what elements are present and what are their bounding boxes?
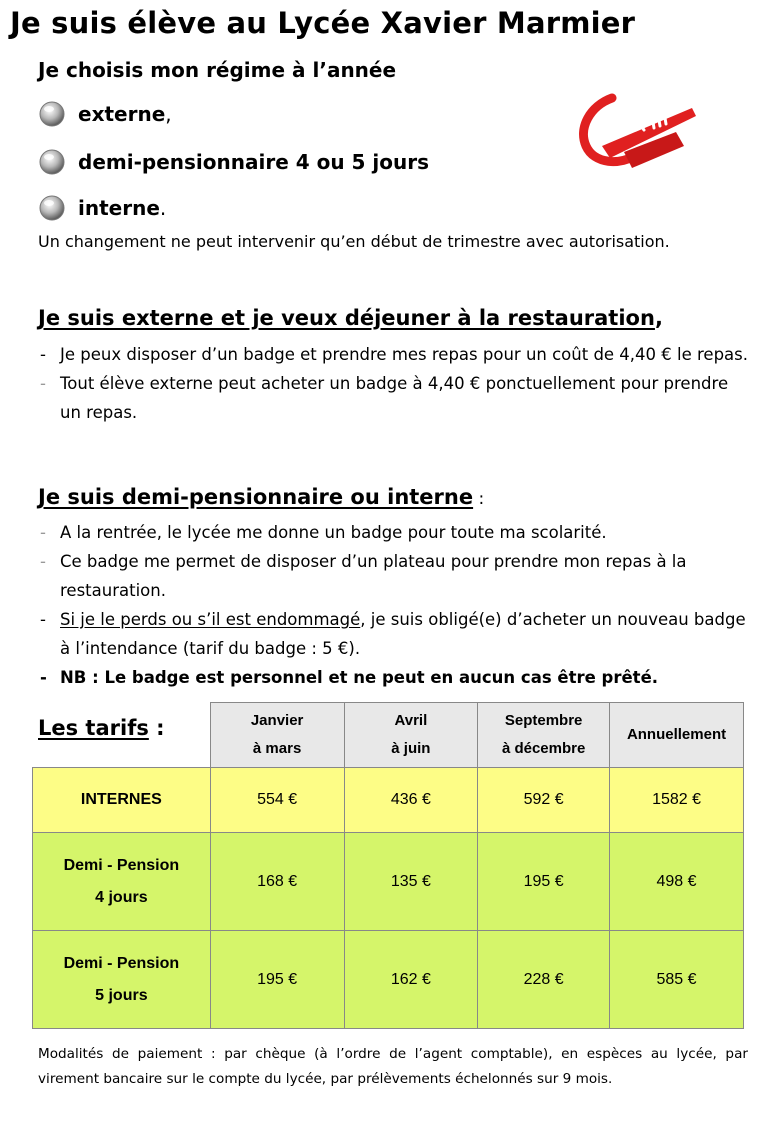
option-label: interne. bbox=[78, 196, 167, 220]
table-cell: 585 € bbox=[610, 931, 744, 1029]
option-interne[interactable] bbox=[38, 192, 166, 224]
table-cell: 1582 € bbox=[610, 768, 744, 833]
column-header: Annuellement bbox=[610, 703, 744, 768]
table-cell: 162 € bbox=[344, 931, 478, 1029]
regime-heading: Je choisis mon régime à l’année bbox=[38, 58, 397, 82]
option-label: demi-pensionnaire 4 ou 5 jours bbox=[78, 150, 430, 174]
list-item: - Ce badge me permet de disposer d’un plateau pour prendre mon repas à la restauration. bbox=[40, 552, 687, 600]
list-item-nb: - NB : Le badge est personnel et ne peut en aucun cas être prêté. bbox=[40, 668, 659, 687]
table-row bbox=[33, 768, 744, 833]
row-label: Demi - Pension 4 jours bbox=[33, 833, 211, 931]
list-item: - A la rentrée, le lycée me donne un badge pour toute ma scolarité. bbox=[40, 523, 607, 542]
row-label: Demi - Pension 5 jours bbox=[33, 931, 211, 1029]
demi-list bbox=[38, 518, 752, 692]
page-title: Je suis élève au Lycée Xavier Marmier bbox=[10, 6, 636, 40]
column-header: Janvier à mars bbox=[210, 703, 344, 768]
table-row bbox=[33, 833, 744, 931]
table-cell: 228 € bbox=[478, 931, 610, 1029]
table-header-row bbox=[33, 703, 744, 768]
row-label: INTERNES bbox=[33, 768, 211, 833]
table-row bbox=[33, 931, 744, 1029]
table-cell: 168 € bbox=[210, 833, 344, 931]
underlined-text: Si je le perds ou s’il est endommagé bbox=[60, 610, 361, 629]
externe-list bbox=[38, 340, 752, 427]
radio-button-icon[interactable] bbox=[38, 194, 66, 222]
table-cell: 135 € bbox=[344, 833, 478, 931]
radio-button-icon[interactable] bbox=[38, 148, 66, 176]
list-item: - Si je le perds ou s’il est endommagé, je suis obligé(e) d’acheter un nouveau badge à l’intendance (tarif du badge : 5 €). bbox=[40, 610, 746, 658]
table-cell: 554 € bbox=[210, 768, 344, 833]
table-corner bbox=[33, 703, 211, 768]
table-cell: 195 € bbox=[210, 931, 344, 1029]
table-cell: 592 € bbox=[478, 768, 610, 833]
option-label: externe, bbox=[78, 102, 172, 126]
column-header: Septembre à décembre bbox=[478, 703, 610, 768]
list-item: - Tout élève externe peut acheter un badge à 4,40 € ponctuellement pour prendre un repas. bbox=[40, 374, 729, 422]
option-externe[interactable] bbox=[38, 98, 172, 130]
tarifs-label: Les tarifs : bbox=[38, 716, 165, 740]
demi-heading: Je suis demi-pensionnaire ou interne : bbox=[38, 485, 485, 509]
payment-footer: Modalités de paiement : par chèque (à l’ordre de l’agent comptable), en espèces au lycée, par virement bancaire sur le compte du lycée, par prélèvements échelonnés sur 9 mois. bbox=[38, 1046, 748, 1087]
tarifs-table bbox=[32, 702, 744, 1029]
table-cell: 498 € bbox=[610, 833, 744, 931]
lxm-logo-icon bbox=[572, 88, 700, 178]
option-demi-pensionnaire[interactable] bbox=[38, 146, 429, 178]
radio-button-icon[interactable] bbox=[38, 100, 66, 128]
list-item: - Je peux disposer d’un badge et prendre mes repas pour un coût de 4,40 € le repas. bbox=[40, 345, 749, 364]
regime-note: Un changement ne peut intervenir qu’en début de trimestre avec autorisation. bbox=[38, 232, 670, 251]
table-cell: 436 € bbox=[344, 768, 478, 833]
column-header: Avril à juin bbox=[344, 703, 478, 768]
externe-heading: Je suis externe et je veux déjeuner à la restauration, bbox=[38, 306, 663, 330]
table-cell: 195 € bbox=[478, 833, 610, 931]
